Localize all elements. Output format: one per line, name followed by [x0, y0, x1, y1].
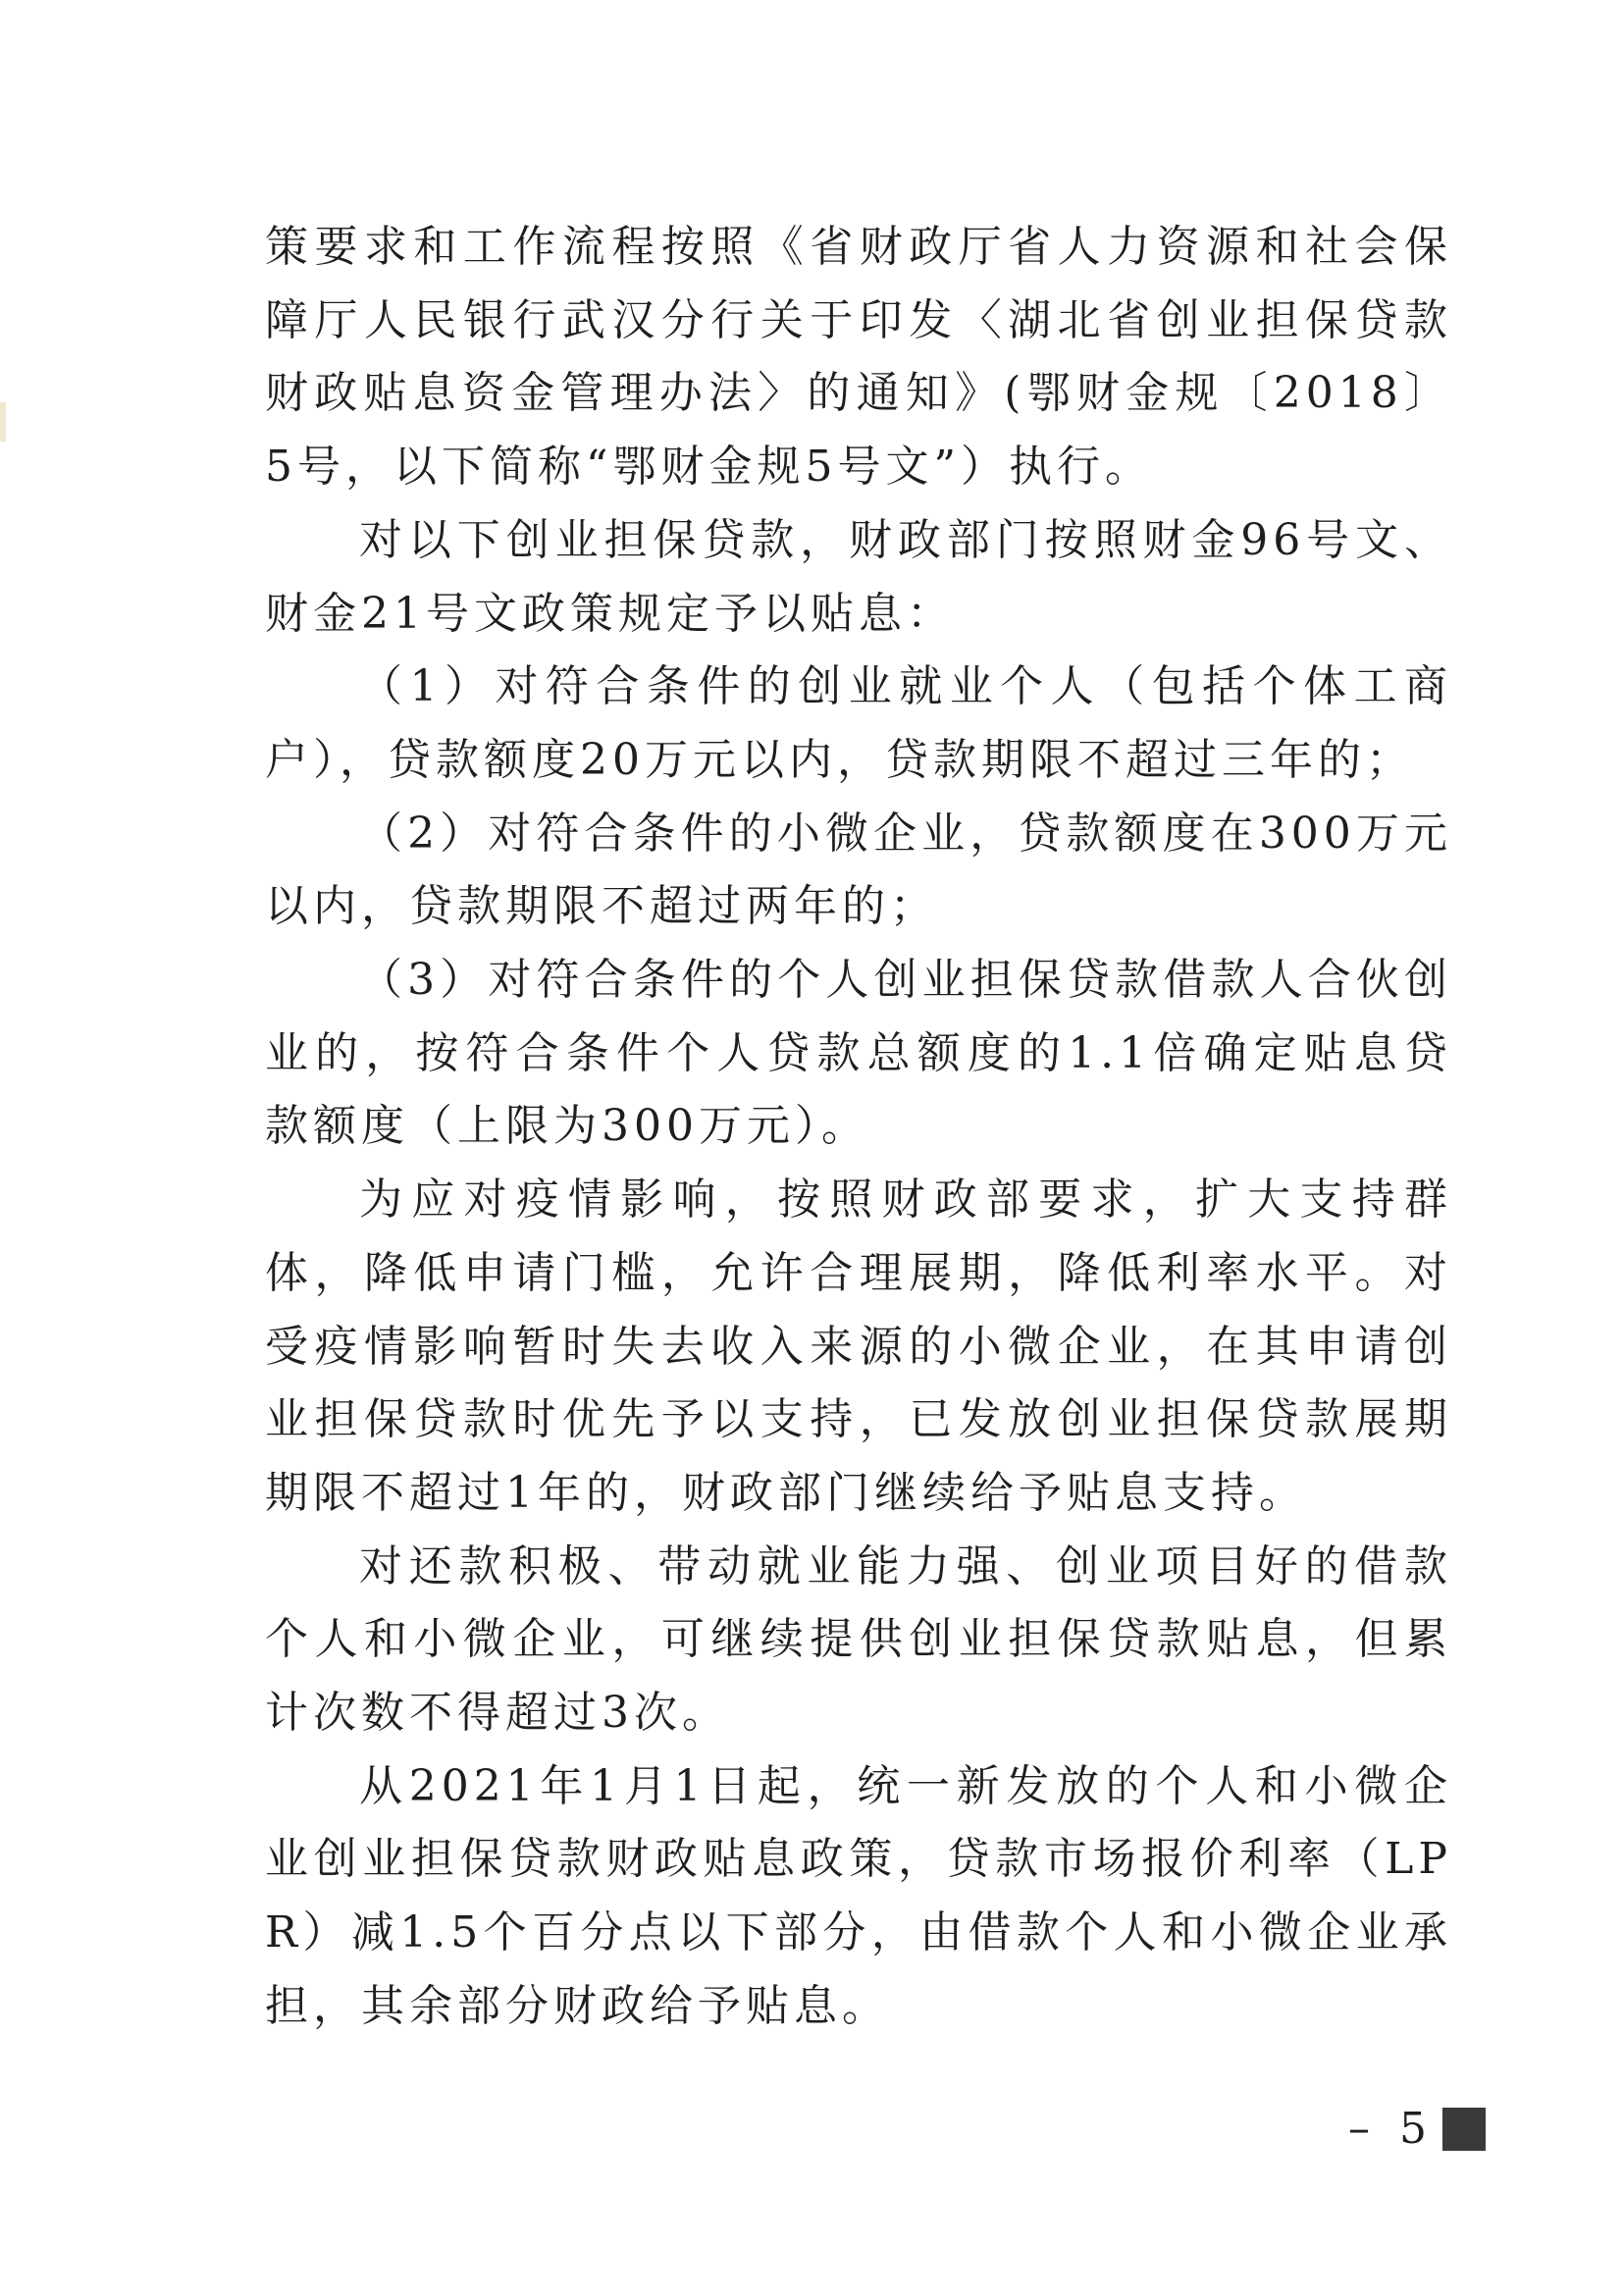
- scan-edge-mark: [0, 402, 6, 442]
- document-body: [265, 211, 1452, 2044]
- paragraph-1: 策要求和工作流程按照《省财政厅省人力资源和社会保障厅人民银行武汉分行关于印发〈湖北省创业担保贷款财政贴息资金管理办法〉的通知》(鄂财金规〔2018〕5号，以下简称“鄂财金规5号文”）执行。: [265, 222, 1452, 493]
- paragraph-3: （1）对符合条件的创业就业个人（包括个体工商户），贷款额度20万元以内，贷款期限不超过三年的；: [265, 661, 1452, 785]
- paragraph-4: （2）对符合条件的小微企业，贷款额度在300万元以内，贷款期限不超过两年的；: [265, 808, 1452, 932]
- page-footer: [1348, 2101, 1486, 2158]
- paragraph-2: 对以下创业担保贷款，财政部门按照财金96号文、财金21号文政策规定予以贴息：: [265, 514, 1452, 639]
- paragraph-7: 对还款积极、带动就业能力强、创业项目好的借款个人和小微企业，可继续提供创业担保贷款贴息，但累计次数不得超过3次。: [265, 1540, 1452, 1739]
- paragraph-5: （3）对符合条件的个人创业担保贷款借款人合伙创业的，按符合条件个人贷款总额度的1.1倍确定贴息贷款额度（上限为300万元）。: [265, 955, 1452, 1152]
- paragraph-6: 为应对疫情影响，按照财政部要求，扩大支持群体，降低申请门槛，允许合理展期，降低利率水平。对受疫情影响暂时失去收入来源的小微企业，在其申请创业担保贷款时优先予以支持，已发放创业担保贷款展期期限不超过1年的，财政部门继续给予贴息支持。: [265, 1174, 1452, 1518]
- black-square-icon: [1442, 2108, 1486, 2151]
- page-number: – 5: [1348, 2104, 1435, 2154]
- paragraph-8: 从2021年1月1日起，统一新发放的个人和小微企业创业担保贷款财政贴息政策，贷款市场报价利率（LPR）减1.5个百分点以下部分，由借款个人和小微企业承担，其余部分财政给予贴息。: [265, 1760, 1452, 2031]
